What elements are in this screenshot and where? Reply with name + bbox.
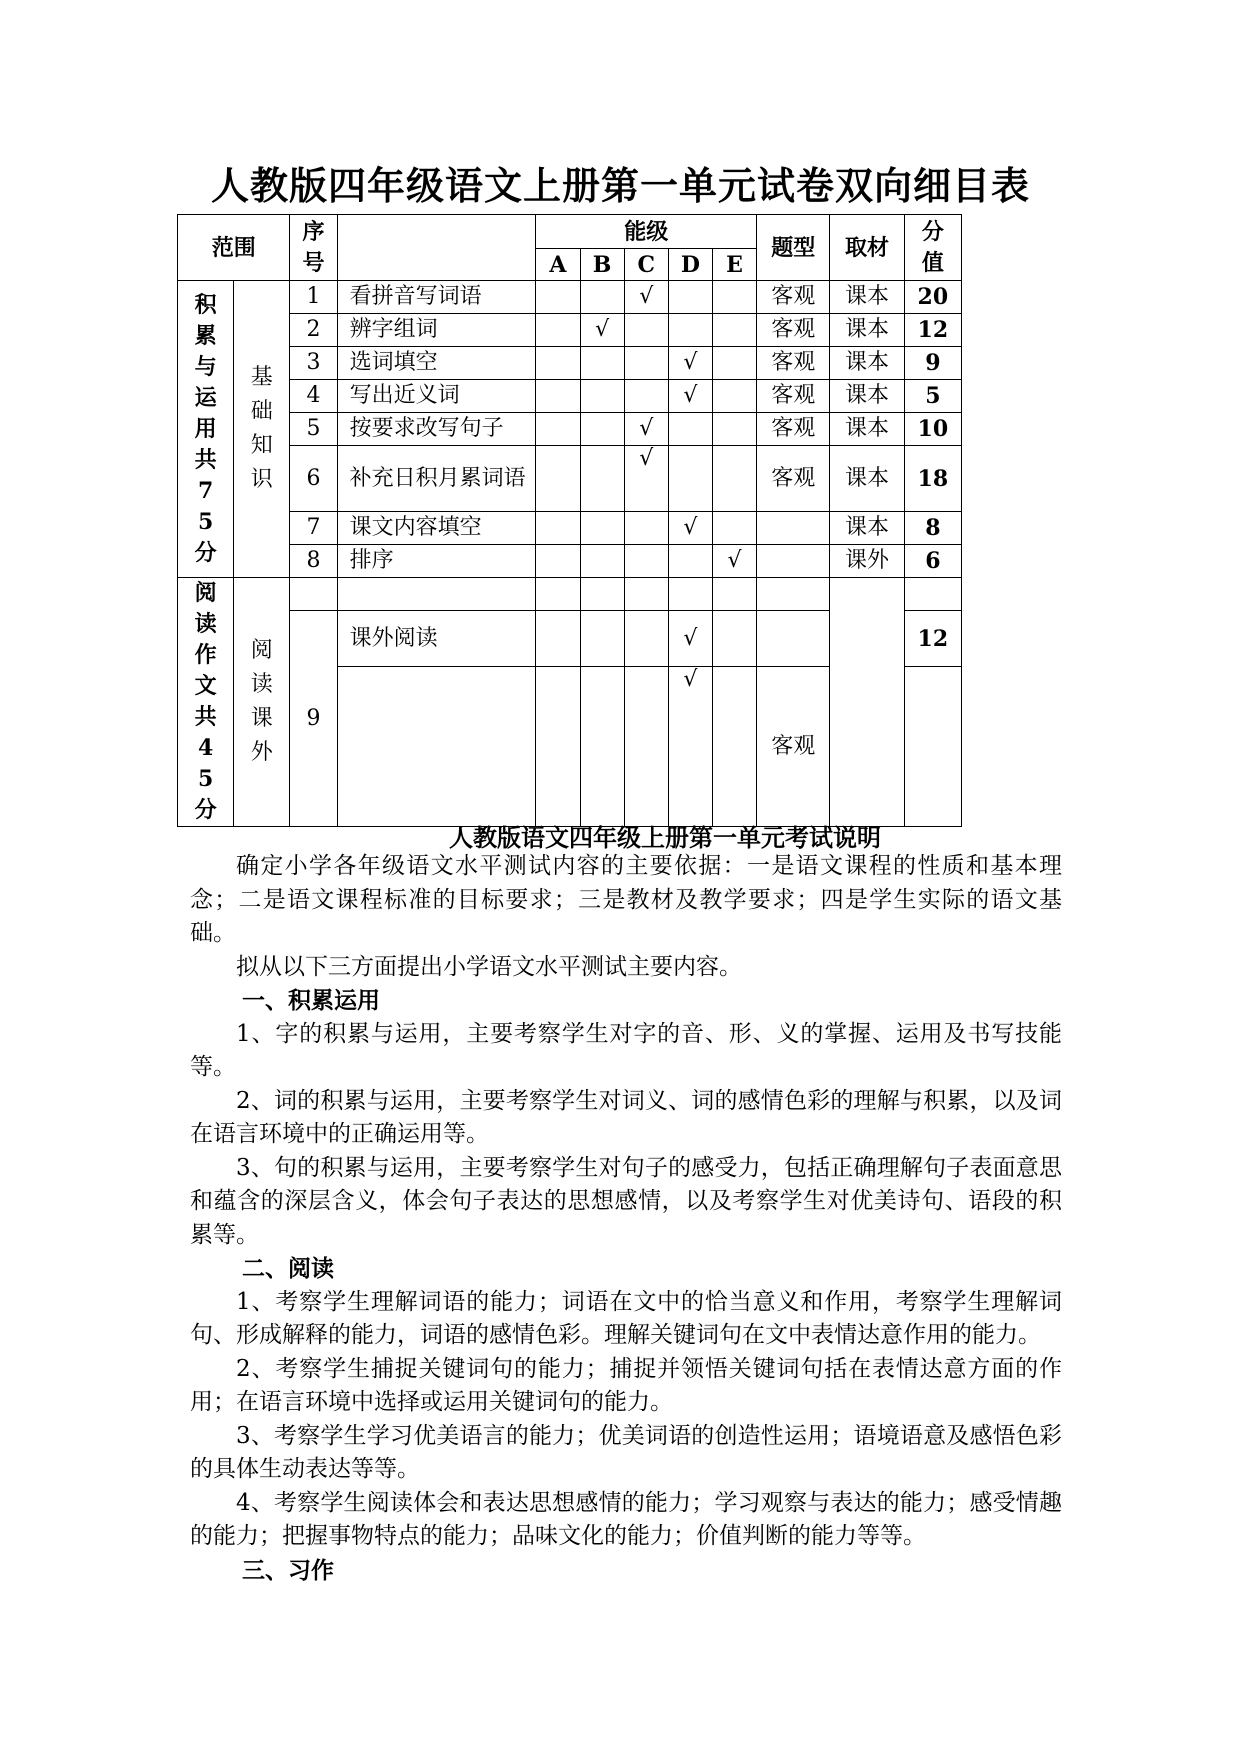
cell-c bbox=[624, 347, 668, 380]
check-mark: √ bbox=[668, 512, 712, 545]
row-score: 8 bbox=[904, 512, 961, 545]
cell-b bbox=[580, 413, 624, 446]
exam-description bbox=[190, 850, 1062, 1587]
header-range: 范围 bbox=[178, 215, 290, 281]
section-item: 3、考察学生学习优美语言的能力；优美词语的创造性运用；语境语意及感悟色彩的具体生动表达等等。 bbox=[190, 1422, 1062, 1482]
cell-e bbox=[712, 347, 756, 380]
row-content: 写出近义词 bbox=[337, 380, 536, 413]
section2-label: 阅读作文共45分 bbox=[178, 578, 234, 827]
row-content: 按要求改写句子 bbox=[337, 413, 536, 446]
intro-paragraph: 确定小学各年级语文水平测试内容的主要依据：一是语文课程的性质和基本理念；二是语文课程标准的目标要求；三是教材及教学要求；四是学生实际的语文基础。 bbox=[190, 853, 1062, 946]
table-row bbox=[178, 512, 962, 545]
header-source: 取材 bbox=[830, 215, 904, 281]
table-row bbox=[178, 281, 962, 314]
row-seq: 4 bbox=[290, 380, 337, 413]
row-seq: 5 bbox=[290, 413, 337, 446]
cell-b bbox=[580, 446, 624, 512]
row-source: 课本 bbox=[830, 413, 904, 446]
cell-c bbox=[624, 611, 668, 667]
cell-c bbox=[624, 545, 668, 578]
section-item: 2、考察学生捕捉关键词句的能力；捕捉并领悟关键词句括在表情达意方面的作用；在语言环境中选择或运用关键词句的能力。 bbox=[190, 1355, 1062, 1415]
level-b: B bbox=[580, 249, 624, 281]
row-seq: 8 bbox=[290, 545, 337, 578]
check-mark: √ bbox=[624, 413, 668, 446]
row-seq: 7 bbox=[290, 512, 337, 545]
cell-c bbox=[624, 578, 668, 611]
check-mark: √ bbox=[580, 314, 624, 347]
row-seq: 6 bbox=[290, 446, 337, 512]
section-item: 1、考察学生理解词语的能力；词语在文中的恰当意义和作用，考察学生理解词句、形成解释的能力，词语的感情色彩。理解关键词句在文中表情达意作用的能力。 bbox=[190, 1288, 1062, 1348]
row-qtype: 客观 bbox=[757, 314, 830, 347]
check-mark: √ bbox=[624, 446, 668, 512]
cell-b bbox=[580, 380, 624, 413]
table-row bbox=[178, 578, 962, 611]
cell-b bbox=[580, 545, 624, 578]
cell-d bbox=[668, 446, 712, 512]
check-mark: √ bbox=[668, 380, 712, 413]
table-row bbox=[178, 347, 962, 380]
row-content: 排序 bbox=[337, 545, 536, 578]
cell-c bbox=[624, 314, 668, 347]
row-qtype: 客观 bbox=[757, 281, 830, 314]
spec-table bbox=[177, 214, 962, 827]
section-item: 4、考察学生阅读体会和表达思想感情的能力；学习观察与表达的能力；感受情趣的能力；把握事物特点的能力；品味文化的能力；价值判断的能力等等。 bbox=[190, 1489, 1062, 1549]
cell-c bbox=[624, 512, 668, 545]
row-qtype: 客观 bbox=[757, 380, 830, 413]
row-qtype bbox=[757, 512, 830, 545]
subtitle: 人教版语文四年级上册第一单元考试说明 bbox=[449, 823, 881, 852]
cell-a bbox=[536, 281, 580, 314]
cell-e bbox=[712, 667, 756, 827]
header-content bbox=[337, 215, 536, 281]
row-score bbox=[904, 667, 961, 827]
row-score: 5 bbox=[904, 380, 961, 413]
row-score: 18 bbox=[904, 446, 961, 512]
row-source: 课本 bbox=[830, 314, 904, 347]
header-seq: 序号 bbox=[290, 215, 337, 281]
cell-d bbox=[668, 545, 712, 578]
header-score: 分值 bbox=[904, 215, 961, 281]
cell-b bbox=[580, 281, 624, 314]
row-seq: 1 bbox=[290, 281, 337, 314]
section1-sub: 基础知识 bbox=[234, 281, 290, 578]
cell-b bbox=[580, 512, 624, 545]
row-score bbox=[904, 578, 961, 611]
row-qtype: 客观 bbox=[757, 667, 830, 827]
row-content: 看拼音写词语 bbox=[337, 281, 536, 314]
row-qtype: 客观 bbox=[757, 347, 830, 380]
cell-c bbox=[624, 667, 668, 827]
row-seq: 2 bbox=[290, 314, 337, 347]
page-title: 人教版四年级语文上册第一单元试卷双向细目表 bbox=[210, 163, 1030, 208]
row-qtype bbox=[757, 611, 830, 667]
cell-c bbox=[624, 380, 668, 413]
section-heading: 二、阅读 bbox=[242, 1255, 334, 1282]
row-qtype bbox=[757, 578, 830, 611]
cell-a bbox=[536, 545, 580, 578]
cell-a bbox=[536, 667, 580, 827]
row-source: 课本 bbox=[830, 512, 904, 545]
check-mark: √ bbox=[668, 347, 712, 380]
cell-a bbox=[536, 512, 580, 545]
row-score: 10 bbox=[904, 413, 961, 446]
section-item: 1、字的积累与运用，主要考察学生对字的音、形、义的掌握、运用及书写技能等。 bbox=[190, 1020, 1062, 1080]
table-row bbox=[178, 446, 962, 512]
section-item: 3、句的积累与运用，主要考察学生对句子的感受力，包括正确理解句子表面意思和蕴含的深层含义，体会句子表达的思想感情，以及考察学生对优美诗句、语段的积累等。 bbox=[190, 1154, 1062, 1248]
table-row bbox=[178, 413, 962, 446]
row-source: 课本 bbox=[830, 281, 904, 314]
cell-e bbox=[712, 512, 756, 545]
cell-e bbox=[712, 314, 756, 347]
cell-b bbox=[580, 347, 624, 380]
row-qtype: 客观 bbox=[757, 446, 830, 512]
table-row bbox=[178, 314, 962, 347]
row-seq bbox=[290, 578, 337, 611]
row-content: 课外阅读 bbox=[337, 611, 536, 667]
row-seq: 3 bbox=[290, 347, 337, 380]
cell-a bbox=[536, 446, 580, 512]
check-mark: √ bbox=[668, 611, 712, 667]
section1-label: 积累与运用共75分 bbox=[178, 281, 234, 578]
row-score: 9 bbox=[904, 347, 961, 380]
row-score: 6 bbox=[904, 545, 961, 578]
row-score: 12 bbox=[904, 314, 961, 347]
level-c: C bbox=[624, 249, 668, 281]
row-qtype bbox=[757, 545, 830, 578]
row-content: 课文内容填空 bbox=[337, 512, 536, 545]
intro-paragraph: 拟从以下三方面提出小学语文水平测试主要内容。 bbox=[236, 953, 742, 980]
header-qtype: 题型 bbox=[757, 215, 830, 281]
cell-e bbox=[712, 446, 756, 512]
row-source: 课本 bbox=[830, 446, 904, 512]
section2-sub: 阅读课外 bbox=[234, 578, 290, 827]
row-content bbox=[337, 667, 536, 827]
cell-e bbox=[712, 611, 756, 667]
section-item: 2、词的积累与运用，主要考察学生对词义、词的感情色彩的理解与积累，以及词在语言环境中的正确运用等。 bbox=[190, 1087, 1062, 1147]
cell-a bbox=[536, 413, 580, 446]
row-source: 课外 bbox=[830, 545, 904, 578]
section-heading: 一、积累运用 bbox=[242, 987, 380, 1014]
cell-e bbox=[712, 413, 756, 446]
level-a: A bbox=[536, 249, 580, 281]
cell-a bbox=[536, 347, 580, 380]
level-e: E bbox=[712, 249, 756, 281]
row-source: 课本 bbox=[830, 380, 904, 413]
row-content: 辨字组词 bbox=[337, 314, 536, 347]
cell-d bbox=[668, 314, 712, 347]
table-row bbox=[178, 380, 962, 413]
cell-d bbox=[668, 413, 712, 446]
cell-a bbox=[536, 314, 580, 347]
cell-a bbox=[536, 380, 580, 413]
cell-b bbox=[580, 578, 624, 611]
row-content bbox=[337, 578, 536, 611]
row-score: 12 bbox=[904, 611, 961, 667]
cell-d bbox=[668, 281, 712, 314]
row-source: 课本 bbox=[830, 347, 904, 380]
check-mark: √ bbox=[712, 545, 756, 578]
level-d: D bbox=[668, 249, 712, 281]
section-heading: 三、习作 bbox=[242, 1556, 334, 1584]
check-mark: √ bbox=[624, 281, 668, 314]
row-qtype: 客观 bbox=[757, 413, 830, 446]
cell-e bbox=[712, 281, 756, 314]
row-source bbox=[830, 578, 904, 827]
cell-b bbox=[580, 667, 624, 827]
cell-e bbox=[712, 380, 756, 413]
row-content: 补充日积月累词语 bbox=[337, 446, 536, 512]
row-content: 选词填空 bbox=[337, 347, 536, 380]
cell-d bbox=[668, 578, 712, 611]
check-mark: √ bbox=[668, 667, 712, 827]
row-score: 20 bbox=[904, 281, 961, 314]
cell-a bbox=[536, 578, 580, 611]
cell-e bbox=[712, 578, 756, 611]
header-level: 能级 bbox=[536, 215, 757, 249]
cell-a bbox=[536, 611, 580, 667]
section2-seq: 9 bbox=[290, 611, 337, 827]
table-row bbox=[178, 545, 962, 578]
cell-b bbox=[580, 611, 624, 667]
